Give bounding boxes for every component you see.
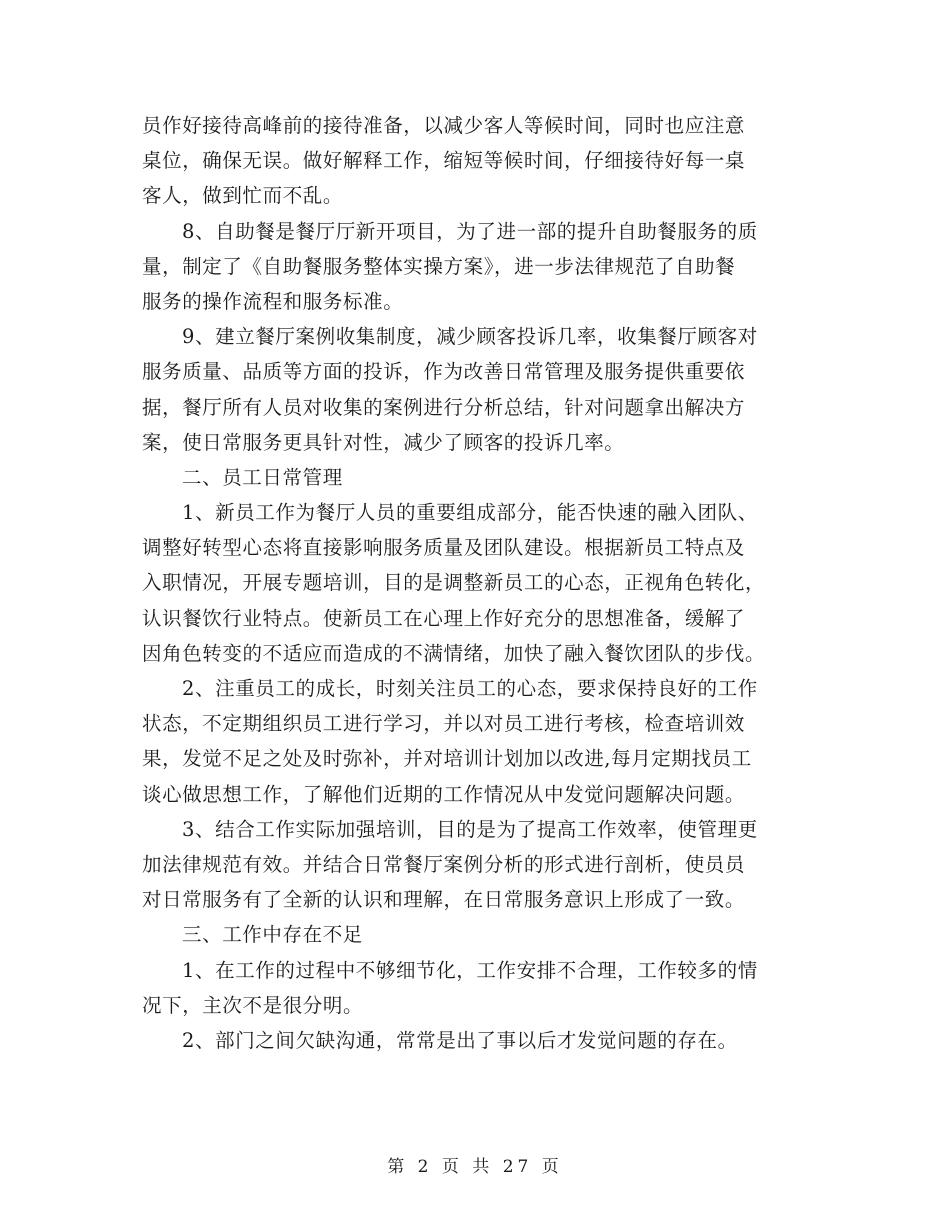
- text-line: 服务的操作流程和服务标准。: [142, 289, 404, 313]
- text-line: 果，发觉不足之处及时弥补，并对培训计划加以改进,每月定期找员工: [142, 747, 752, 771]
- document-body: [142, 108, 812, 1058]
- text-line: 入职情况，开展专题培训，目的是调整新员工的心态，正视角色转化，: [142, 571, 766, 595]
- section-heading: 二、员工日常管理: [182, 465, 343, 489]
- text-line: 况下，主次不是很分明。: [142, 993, 364, 1017]
- paragraph-start: 8、自助餐是餐厅厅新开项目，为了进一部的提升自助餐服务的质: [182, 219, 758, 243]
- text-line: 对日常服务有了全新的认识和理解，在日常服务意识上形成了一致。: [142, 888, 746, 912]
- text-line: 员作好接待高峰前的接待准备，以减少客人等候时间，同时也应注意: [142, 114, 746, 137]
- paragraph-start: 9、建立餐厅案例收集制度，减少顾客投诉几率，收集餐厅顾客对: [182, 325, 758, 349]
- text-line: 因角色转变的不适应而造成的不满情绪，加快了融入餐饮团队的步伐。: [142, 641, 766, 665]
- text-line: 量，制定了《自助餐服务整体实操方案》，进一步法律规范了自助餐: [142, 254, 736, 278]
- text-line: 认识餐饮行业特点。使新员工在心理上作好充分的思想准备，缓解了: [142, 606, 746, 630]
- paragraph-start: 1、在工作的过程中不够细节化，工作安排不合理，工作较多的情: [182, 958, 758, 982]
- section-heading: 三、工作中存在不足: [182, 923, 363, 947]
- text-line: 服务质量、品质等方面的投诉，作为改善日常管理及服务提供重要依: [142, 360, 746, 384]
- paragraph-start: 2、部门之间欠缺沟通，常常是出了事以后才发觉问题的存在。: [182, 1028, 738, 1052]
- text-line: 调整好转型心态将直接影响服务质量及团队建设。根据新员工特点及: [142, 536, 746, 560]
- paragraph-start: 1、新员工作为餐厅人员的重要组成部分，能否快速的融入团队、: [182, 501, 758, 525]
- paragraph-start: 3、结合工作实际加强培训，目的是为了提高工作效率，使管理更: [182, 817, 758, 841]
- text-line: 客人，做到忙而不乱。: [142, 184, 344, 208]
- text-line: 案，使日常服务更具针对性，减少了顾客的投诉几率。: [142, 430, 625, 454]
- text-line: 谈心做思想工作，了解他们近期的工作情况从中发觉问题解决问题。: [142, 782, 746, 806]
- page-number-footer: 第 2 页 共 27 页: [387, 1157, 563, 1177]
- text-line: 桌位，确保无误。做好解释工作，缩短等候时间，仔细接待好每一桌: [142, 149, 746, 173]
- text-line: 据，餐厅所有人员对收集的案例进行分析总结，针对问题拿出解决方: [142, 395, 746, 419]
- text-line: 状态，不定期组织员工进行学习，并以对员工进行考核，检查培训效: [142, 712, 746, 736]
- text-line: 加法律规范有效。并结合日常餐厅案例分析的形式进行剖析，使员员: [142, 852, 746, 876]
- paragraph-start: 2、注重员工的成长，时刻关注员工的心态，要求保持良好的工作: [182, 677, 758, 700]
